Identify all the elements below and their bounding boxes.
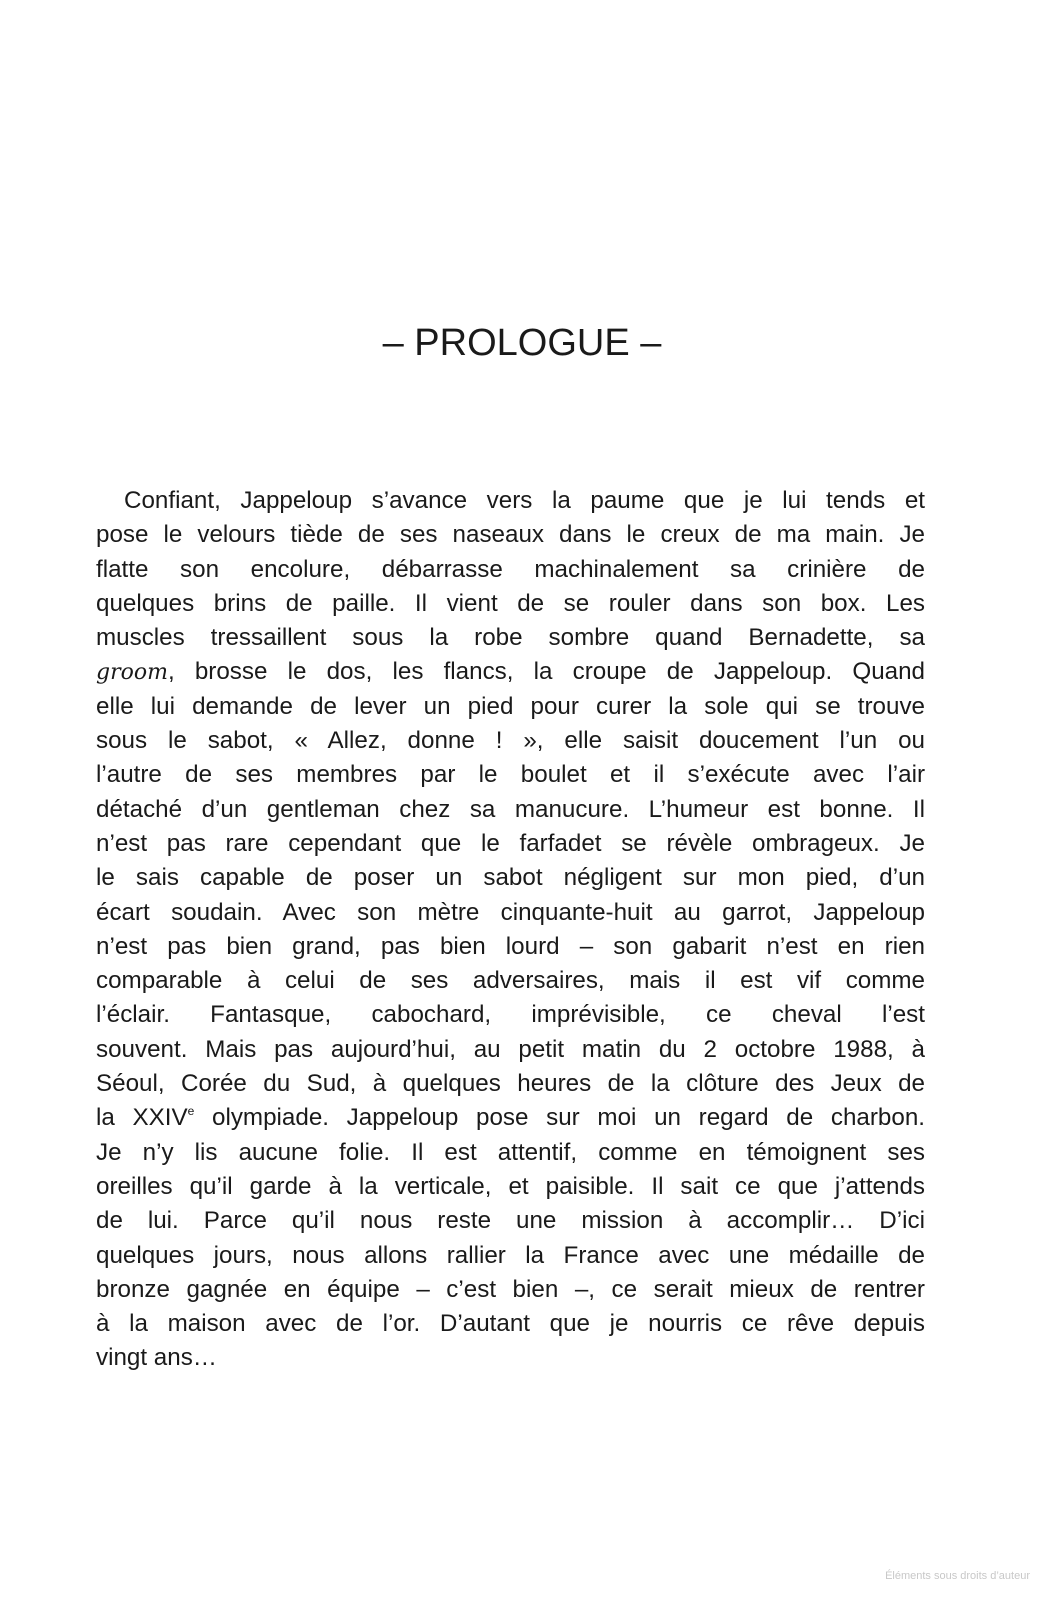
text-line: Je n’y lis aucune folie. Il est attentif, comme en témoignent ses [96, 1138, 925, 1166]
text-line: de lui. Parce qu’il nous reste une mission à accomplir… D’ici [96, 1207, 925, 1235]
text-line: quelques brins de paille. Il vient de se rouler dans son box. Les [96, 589, 925, 617]
text-line: vingt ans… [96, 1344, 217, 1372]
superscript: e [187, 1104, 195, 1119]
text-line: l’éclair. Fantasque, cabochard, imprévisible, ce cheval l’est [96, 1001, 925, 1029]
text-line: quelques jours, nous allons rallier la France avec une médaille de [96, 1241, 925, 1269]
text-line-xxiv [96, 1101, 925, 1135]
text-line: sous le sabot, « Allez, donne ! », elle saisit doucement l’un ou [96, 727, 925, 755]
text-line: à la maison avec de l’or. D’autant que je nourris ce rêve depuis [96, 1310, 925, 1338]
text-line: bronze gagnée en équipe – c’est bien –, ce serait mieux de rentrer [96, 1275, 925, 1303]
chapter-title: – PROLOGUE – [382, 322, 662, 364]
text-line: l’autre de ses membres par le boulet et il s’exécute avec l’air [96, 761, 925, 789]
text-segment: olympiade. Jappeloup pose sur moi un regard de charbon. [194, 1104, 925, 1132]
text-line: le sais capable de poser un sabot négligent sur mon pied, d’un [96, 864, 925, 892]
text-line: flatte son encolure, débarrasse machinalement sa crinière de [96, 555, 925, 583]
text-line: détaché d’un gentleman chez sa manucure. L’humeur est bonne. Il [96, 795, 925, 823]
text-segment: , brosse le dos, les flancs, la croupe de Jappeloup. Quand [167, 658, 925, 686]
text-line: écart soudain. Avec son mètre cinquante-huit au garrot, Jappeloup [96, 898, 925, 926]
text-line: n’est pas bien grand, pas bien lourd – son gabarit n’est en rien [96, 932, 925, 960]
text-segment: la XXIV [96, 1104, 188, 1132]
text-line: pose le velours tiède de ses naseaux dans le creux de ma main. Je [96, 521, 925, 549]
text-line: muscles tressaillent sous la robe sombre quand Bernadette, sa [96, 624, 925, 652]
italic-word: groom [96, 660, 168, 686]
text-line: comparable à celui de ses adversaires, mais il est vif comme [96, 967, 925, 995]
text-line: oreilles qu’il garde à la verticale, et paisible. Il sait ce que j’attends [96, 1172, 925, 1200]
text-line-groom [96, 655, 925, 689]
text-line: elle lui demande de lever un pied pour curer la sole qui se trouve [96, 692, 925, 720]
copyright-notice: Éléments sous droits d’auteur [885, 1570, 1030, 1582]
text-line: souvent. Mais pas aujourd’hui, au petit matin du 2 octobre 1988, à [96, 1035, 925, 1063]
text-line: Séoul, Corée du Sud, à quelques heures de la clôture des Jeux de [96, 1070, 925, 1098]
text-line: Confiant, Jappeloup s’avance vers la paume que je lui tends et [124, 487, 925, 514]
text-line: n’est pas rare cependant que le farfadet se révèle ombrageux. Je [96, 829, 925, 857]
prologue-text [96, 484, 925, 1376]
